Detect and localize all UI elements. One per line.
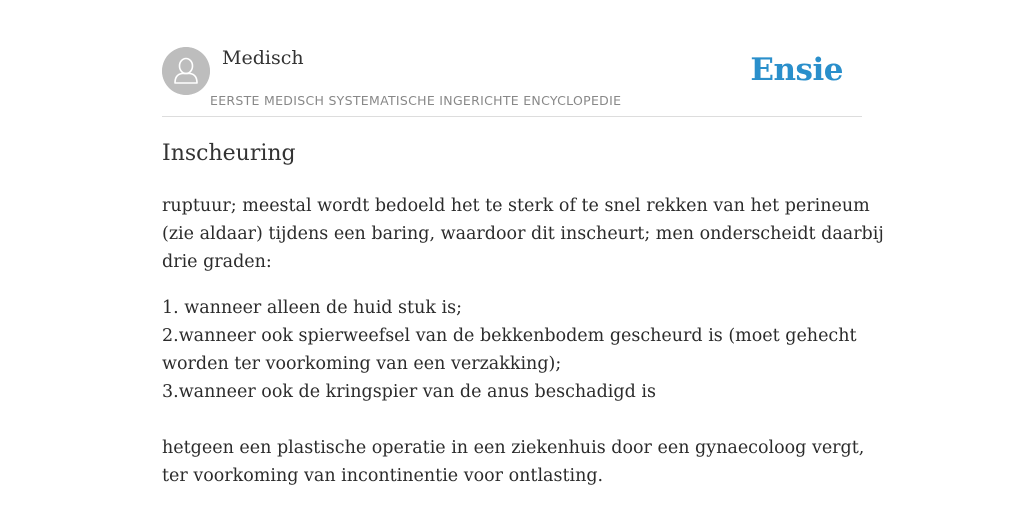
list-item: 2.wanneer ook spierweefsel van de bekkenbodem gescheurd is (moet gehecht	[162, 326, 857, 346]
brand-logo[interactable]: Ensie	[750, 52, 843, 88]
user-avatar-icon[interactable]	[162, 47, 210, 95]
list-item: worden ter voorkoming van een verzakking);	[162, 354, 562, 374]
article-title: Inscheuring	[162, 141, 296, 166]
text-line: (zie aldaar) tijdens een baring, waardoor dit inscheurt; men onderscheidt daarbij	[162, 224, 884, 244]
site-name[interactable]: Medisch	[222, 47, 304, 69]
header	[162, 46, 862, 117]
degrees-list	[162, 294, 862, 406]
list-item: 1. wanneer alleen de huid stuk is;	[162, 298, 462, 318]
intro-paragraph	[162, 192, 884, 276]
site-description: EERSTE MEDISCH SYSTEMATISCHE INGERICHTE ENCYCLOPEDIE	[210, 93, 622, 108]
text-line: ter voorkoming van incontinentie voor ontlasting.	[162, 466, 604, 486]
text-line: hetgeen een plastische operatie in een ziekenhuis door een gynaecoloog vergt,	[162, 438, 865, 458]
text-line: drie graden:	[162, 252, 272, 272]
closing-paragraph	[162, 434, 865, 490]
list-item: 3.wanneer ook de kringspier van de anus beschadigd is	[162, 382, 656, 402]
text-line: ruptuur; meestal wordt bedoeld het te sterk of te snel rekken van het perineum	[162, 196, 870, 216]
article	[162, 138, 884, 490]
